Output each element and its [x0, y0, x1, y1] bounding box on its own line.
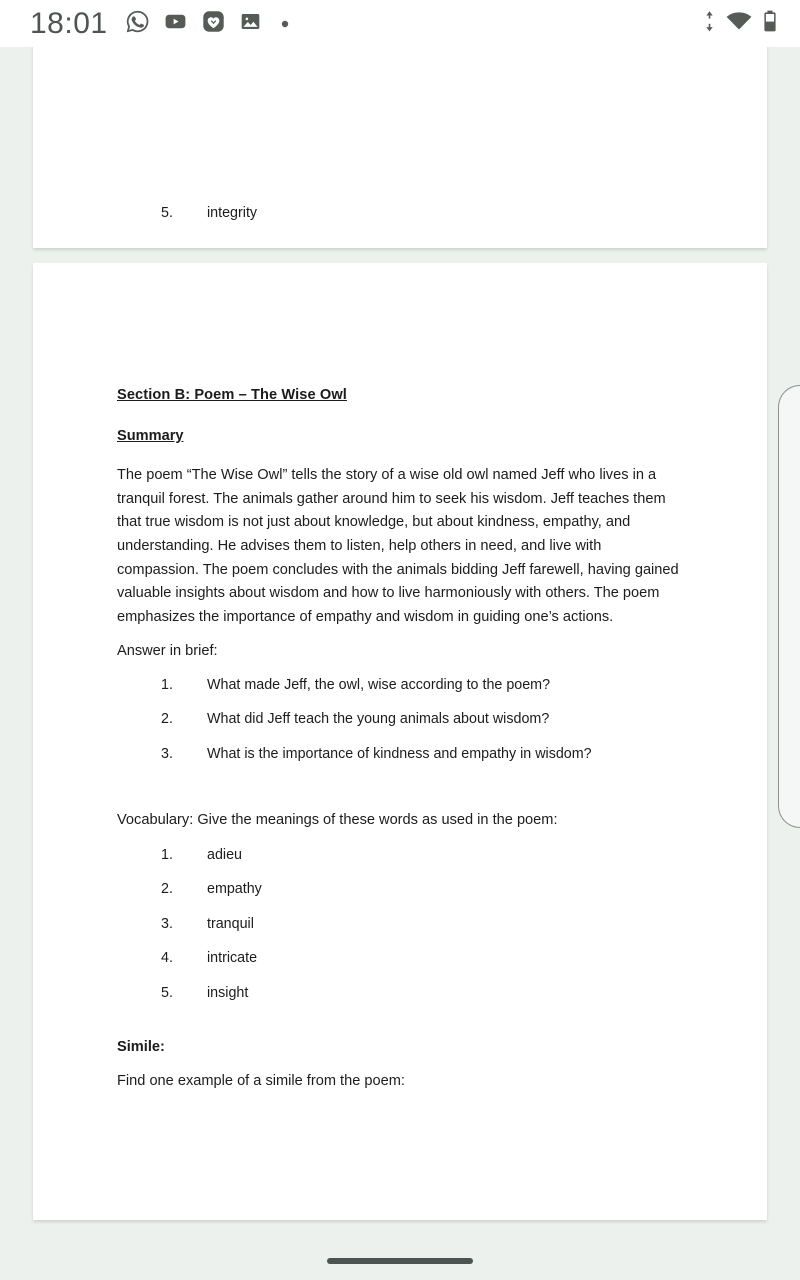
list-item-text: insight — [207, 984, 249, 1001]
summary-paragraph: The poem “The Wise Owl” tells the story of a wise old owl named Jeff who lives in a tranquil forest. The animals gather around him to seek his wisdom. Jeff teaches them that true wisdom is not just about knowledge, but about kindness, empathy, and understanding. He advises them to listen, help others in need, and live with compassion. The poem concludes with the animals bidding Jeff farewell, having gained valuable insights about wisdom and how to live harmoniously with others. The poem emphasizes the importance of empathy and wisdom in guiding one’s actions. — [117, 467, 679, 625]
list-item-number: 4. — [161, 950, 173, 967]
list-item-number: 3. — [161, 745, 173, 762]
list-item-number: 5. — [161, 984, 173, 1001]
list-item — [161, 913, 727, 935]
summary-heading: Summary — [117, 427, 184, 444]
list-item — [161, 844, 727, 866]
notification-icons — [125, 9, 289, 39]
list-item-text: adieu — [207, 846, 242, 863]
list-item-text: What made Jeff, the owl, wise according to the poem? — [207, 676, 551, 693]
list-item-text: What is the importance of kindness and empathy in wisdom? — [207, 745, 592, 762]
list-item-text: empathy — [207, 881, 262, 898]
simile-prompt: Find one example of a simile from the poem: — [117, 1073, 405, 1090]
list-item-number: 5. — [161, 205, 173, 221]
battery-icon — [762, 9, 778, 39]
list-item-number: 3. — [161, 915, 173, 932]
list-item-text: intricate — [207, 950, 258, 967]
section-title: Section B: Poem – The Wise Owl — [117, 387, 347, 403]
status-bar — [0, 0, 800, 47]
list-item-number: 1. — [161, 676, 173, 693]
youtube-icon — [163, 9, 188, 39]
list-item-number: 2. — [161, 711, 173, 728]
mobile-data-arrows-icon — [703, 9, 716, 39]
list-item-text: integrity — [207, 205, 258, 221]
gallery-image-icon — [239, 10, 262, 38]
list-item — [161, 878, 727, 900]
list-item — [161, 674, 727, 696]
list-item — [161, 708, 727, 730]
list-item-number: 1. — [161, 846, 173, 863]
status-bar-clock: 18:01 — [30, 6, 108, 40]
whatsapp-icon — [125, 9, 150, 39]
list-item — [161, 947, 727, 969]
list-item-number: 2. — [161, 881, 173, 898]
answer-in-brief-prompt: Answer in brief: — [117, 643, 218, 660]
wifi-icon — [725, 9, 753, 39]
questions-list — [161, 674, 727, 765]
list-item — [161, 743, 727, 765]
vertical-scrollbar-thumb[interactable] — [778, 385, 800, 828]
list-item-text: What did Jeff teach the young animals about wisdom? — [207, 711, 550, 728]
health-heart-icon — [201, 9, 226, 39]
page-content — [117, 384, 727, 1094]
home-indicator[interactable] — [327, 1258, 473, 1264]
list-item-text: tranquil — [207, 915, 254, 932]
document-page-current — [33, 263, 767, 1220]
vocabulary-list — [161, 844, 727, 1004]
more-notifications-dot-icon — [281, 15, 289, 33]
system-status-icons — [703, 9, 778, 39]
previous-page-clipped-item — [117, 202, 717, 226]
simile-heading: Simile: — [117, 1038, 165, 1055]
list-item — [161, 982, 727, 1004]
vocabulary-prompt: Vocabulary: Give the meanings of these words as used in the poem: — [117, 811, 558, 828]
